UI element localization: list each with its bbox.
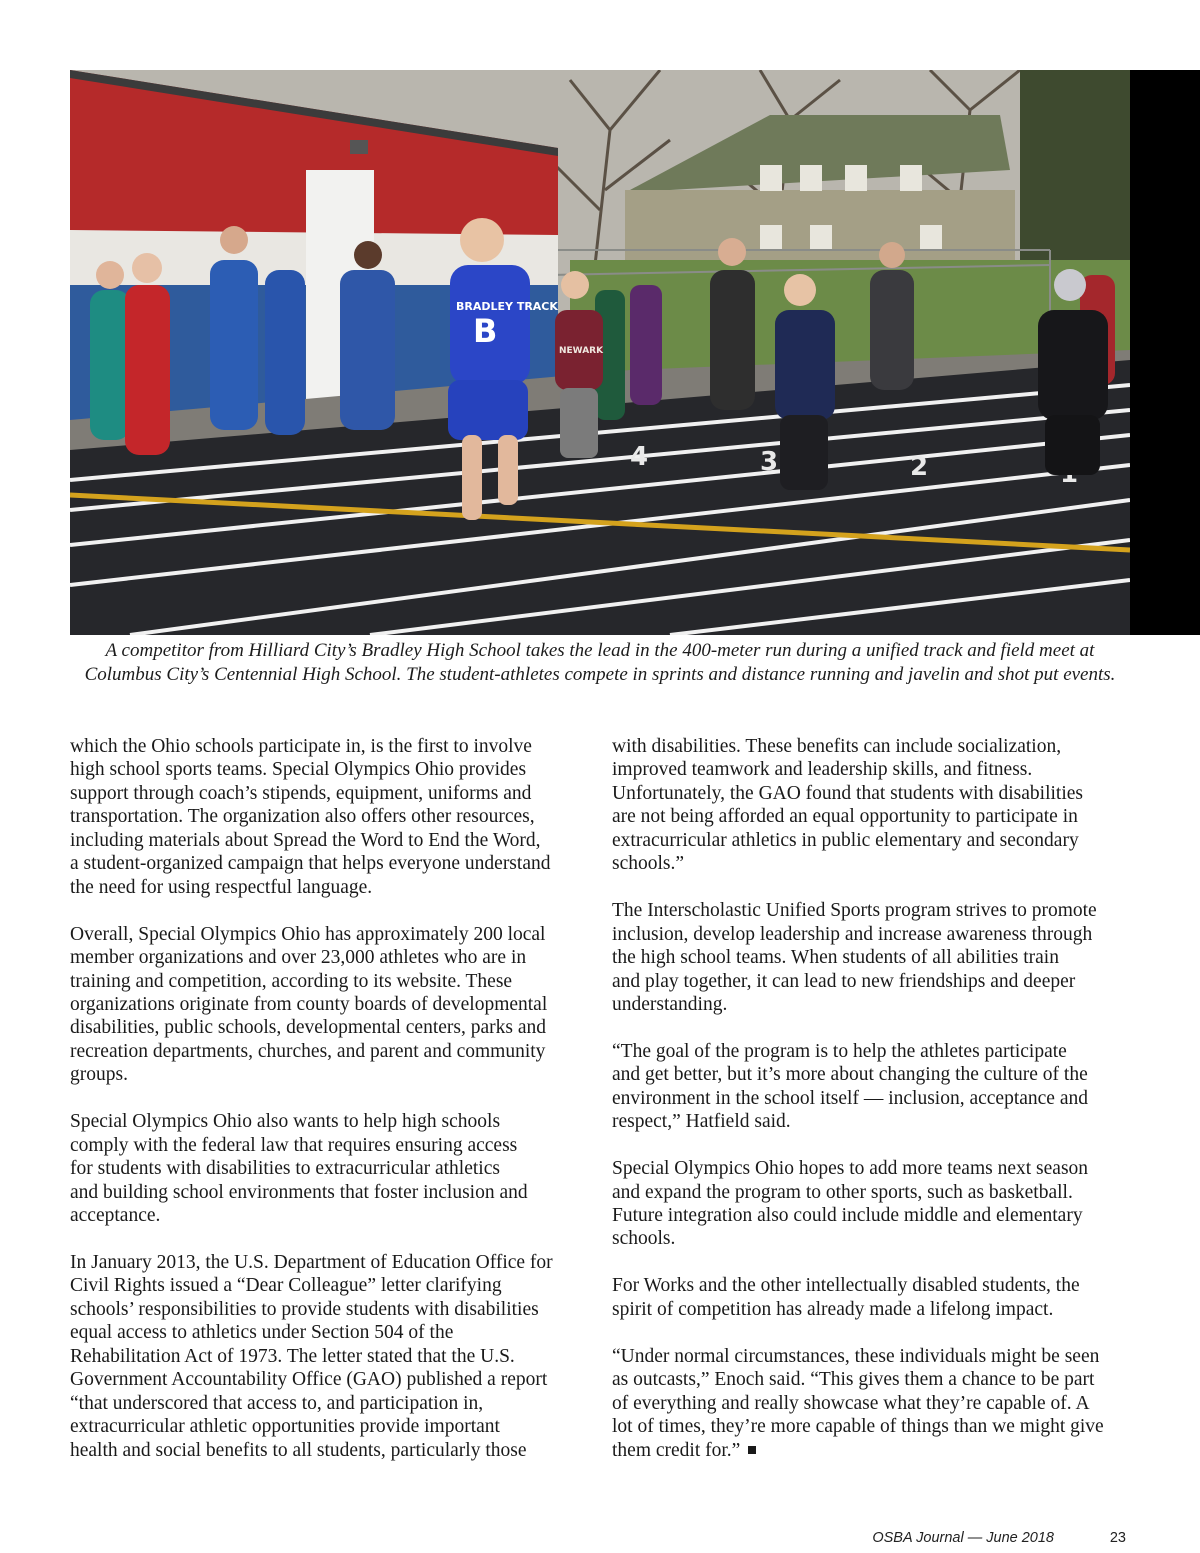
text-line: extracurricular athletic opportunities provide important [70, 1416, 500, 1438]
text-line: support through coach’s stipends, equipment, uniforms and [70, 782, 532, 804]
text-line: “Under normal circumstances, these individuals might be seen [612, 1345, 1100, 1367]
paragraph [70, 923, 595, 1087]
feature-photo [70, 70, 1200, 635]
track-meet-photo [70, 70, 1200, 635]
right-column [612, 735, 1140, 1485]
text-line: transportation. The organization also offers other resources, [70, 806, 535, 828]
journal-title: OSBA Journal — June 2018 [872, 1530, 1054, 1546]
paragraph [70, 735, 595, 899]
text-line: and expand the program to other sports, such as basketball. [612, 1181, 1073, 1203]
text-line: Future integration also could include middle and elementary [612, 1205, 1083, 1227]
paragraph [612, 1345, 1140, 1462]
text-line: of everything and really showcase what they’re capable of. A [612, 1392, 1090, 1414]
text-line: and building school environments that foster inclusion and [70, 1181, 528, 1203]
text-line: “The goal of the program is to help the athletes participate [612, 1040, 1067, 1062]
paragraph [70, 1251, 595, 1462]
text-line: schools’ responsibilities to provide students with disabilities [70, 1298, 539, 1320]
left-column [70, 735, 595, 1485]
paragraph [612, 1157, 1140, 1251]
text-line: understanding. [612, 993, 728, 1015]
paragraph [612, 899, 1140, 1016]
text-line: high school sports teams. Special Olympics Ohio provides [70, 759, 527, 781]
text-line: disabilities, public schools, developmental centers, parks and [70, 1017, 547, 1039]
text-line: Civil Rights issued a “Dear Colleague” letter clarifying [70, 1275, 502, 1297]
svg-text:4: 4 [630, 442, 649, 472]
svg-text:3: 3 [760, 447, 779, 477]
svg-text:BRADLEY TRACK: BRADLEY TRACK [456, 300, 558, 313]
text-line: and get better, but it’s more about changing the culture of the [612, 1064, 1088, 1086]
text-line: organizations originate from county boards of developmental [70, 993, 548, 1015]
text-line: the need for using respectful language. [70, 876, 373, 898]
text-line: Special Olympics Ohio hopes to add more teams next season [612, 1158, 1089, 1180]
svg-text:2: 2 [910, 452, 929, 482]
text-line: improved teamwork and leadership skills, and fitness. [612, 759, 1033, 781]
text-line: Overall, Special Olympics Ohio has approximately 200 local [70, 923, 546, 945]
text-line: “that underscored that access to, and participation in, [70, 1392, 484, 1414]
text-line: equal access to athletics under Section 504 of the [70, 1322, 454, 1344]
text-line: inclusion, develop leadership and increase awareness through [612, 923, 1093, 945]
text-line: environment in the school itself — inclusion, acceptance and [612, 1087, 1088, 1109]
page-number: 23 [1109, 1530, 1126, 1546]
caption-line: A competitor from Hilliard City’s Bradley High School takes the lead in the 400-meter run during a unified track and field meet at [105, 640, 1095, 661]
text-line: as outcasts,” Enoch said. “This gives them a chance to be part [612, 1369, 1095, 1391]
text-line-last [612, 1439, 1140, 1462]
text-line: them credit for.” [612, 1439, 741, 1461]
end-mark-icon [748, 1446, 756, 1454]
text-line: lot of times, they’re more capable of things than we might give [612, 1416, 1104, 1438]
text-line: member organizations and over 23,000 athletes who are in [70, 947, 527, 969]
text-line: spirit of competition has already made a lifelong impact. [612, 1298, 1054, 1320]
text-line: schools.” [612, 853, 685, 875]
text-line: Unfortunately, the GAO found that students with disabilities [612, 782, 1083, 804]
text-line: schools. [612, 1228, 676, 1250]
photo-edge-strip [1130, 70, 1200, 635]
text-line: extracurricular athletics in public elementary and secondary [612, 829, 1079, 851]
paragraph [612, 735, 1140, 876]
text-line: which the Ohio schools participate in, is the first to involve [70, 736, 532, 757]
photo-caption [40, 639, 1160, 687]
svg-text:NEWARK: NEWARK [559, 346, 604, 356]
text-line: with disabilities. These benefits can include socialization, [612, 736, 1062, 757]
text-line: Government Accountability Office (GAO) published a report [70, 1369, 548, 1391]
text-line: For Works and the other intellectually disabled students, the [612, 1275, 1080, 1297]
text-line: are not being afforded an equal opportunity to participate in [612, 806, 1078, 828]
paragraph [612, 1040, 1140, 1134]
page-footer [0, 1530, 1200, 1552]
text-line: a student-organized campaign that helps everyone understand [70, 853, 551, 875]
text-line: comply with the federal law that requires ensuring access [70, 1134, 518, 1156]
text-line: for students with disabilities to extracurricular athletics [70, 1158, 500, 1180]
text-line: The Interscholastic Unified Sports program strives to promote [612, 900, 1097, 922]
svg-text:B: B [473, 312, 498, 350]
paragraph [612, 1274, 1140, 1321]
text-line: acceptance. [70, 1205, 161, 1227]
text-line: recreation departments, churches, and parent and community [70, 1040, 546, 1062]
text-line: including materials about Spread the Word to End the Word, [70, 829, 541, 851]
text-line: groups. [70, 1064, 128, 1086]
text-line: training and competition, according to its website. These [70, 970, 513, 992]
text-line: Rehabilitation Act of 1973. The letter stated that the U.S. [70, 1345, 515, 1367]
text-line: Special Olympics Ohio also wants to help high schools [70, 1111, 501, 1133]
caption-line: Columbus City’s Centennial High School. The student-athletes compete in sprints and distance running and javelin and shot put events. [84, 664, 1116, 685]
text-line: In January 2013, the U.S. Department of Education Office for [70, 1251, 553, 1273]
paragraph [70, 1110, 595, 1227]
text-line: health and social benefits to all students, particularly those [70, 1439, 527, 1461]
text-line: and play together, it can lead to new friendships and deeper [612, 970, 1076, 992]
text-line: the high school teams. When students of all abilities train [612, 947, 1059, 969]
text-line: respect,” Hatfield said. [612, 1111, 791, 1133]
